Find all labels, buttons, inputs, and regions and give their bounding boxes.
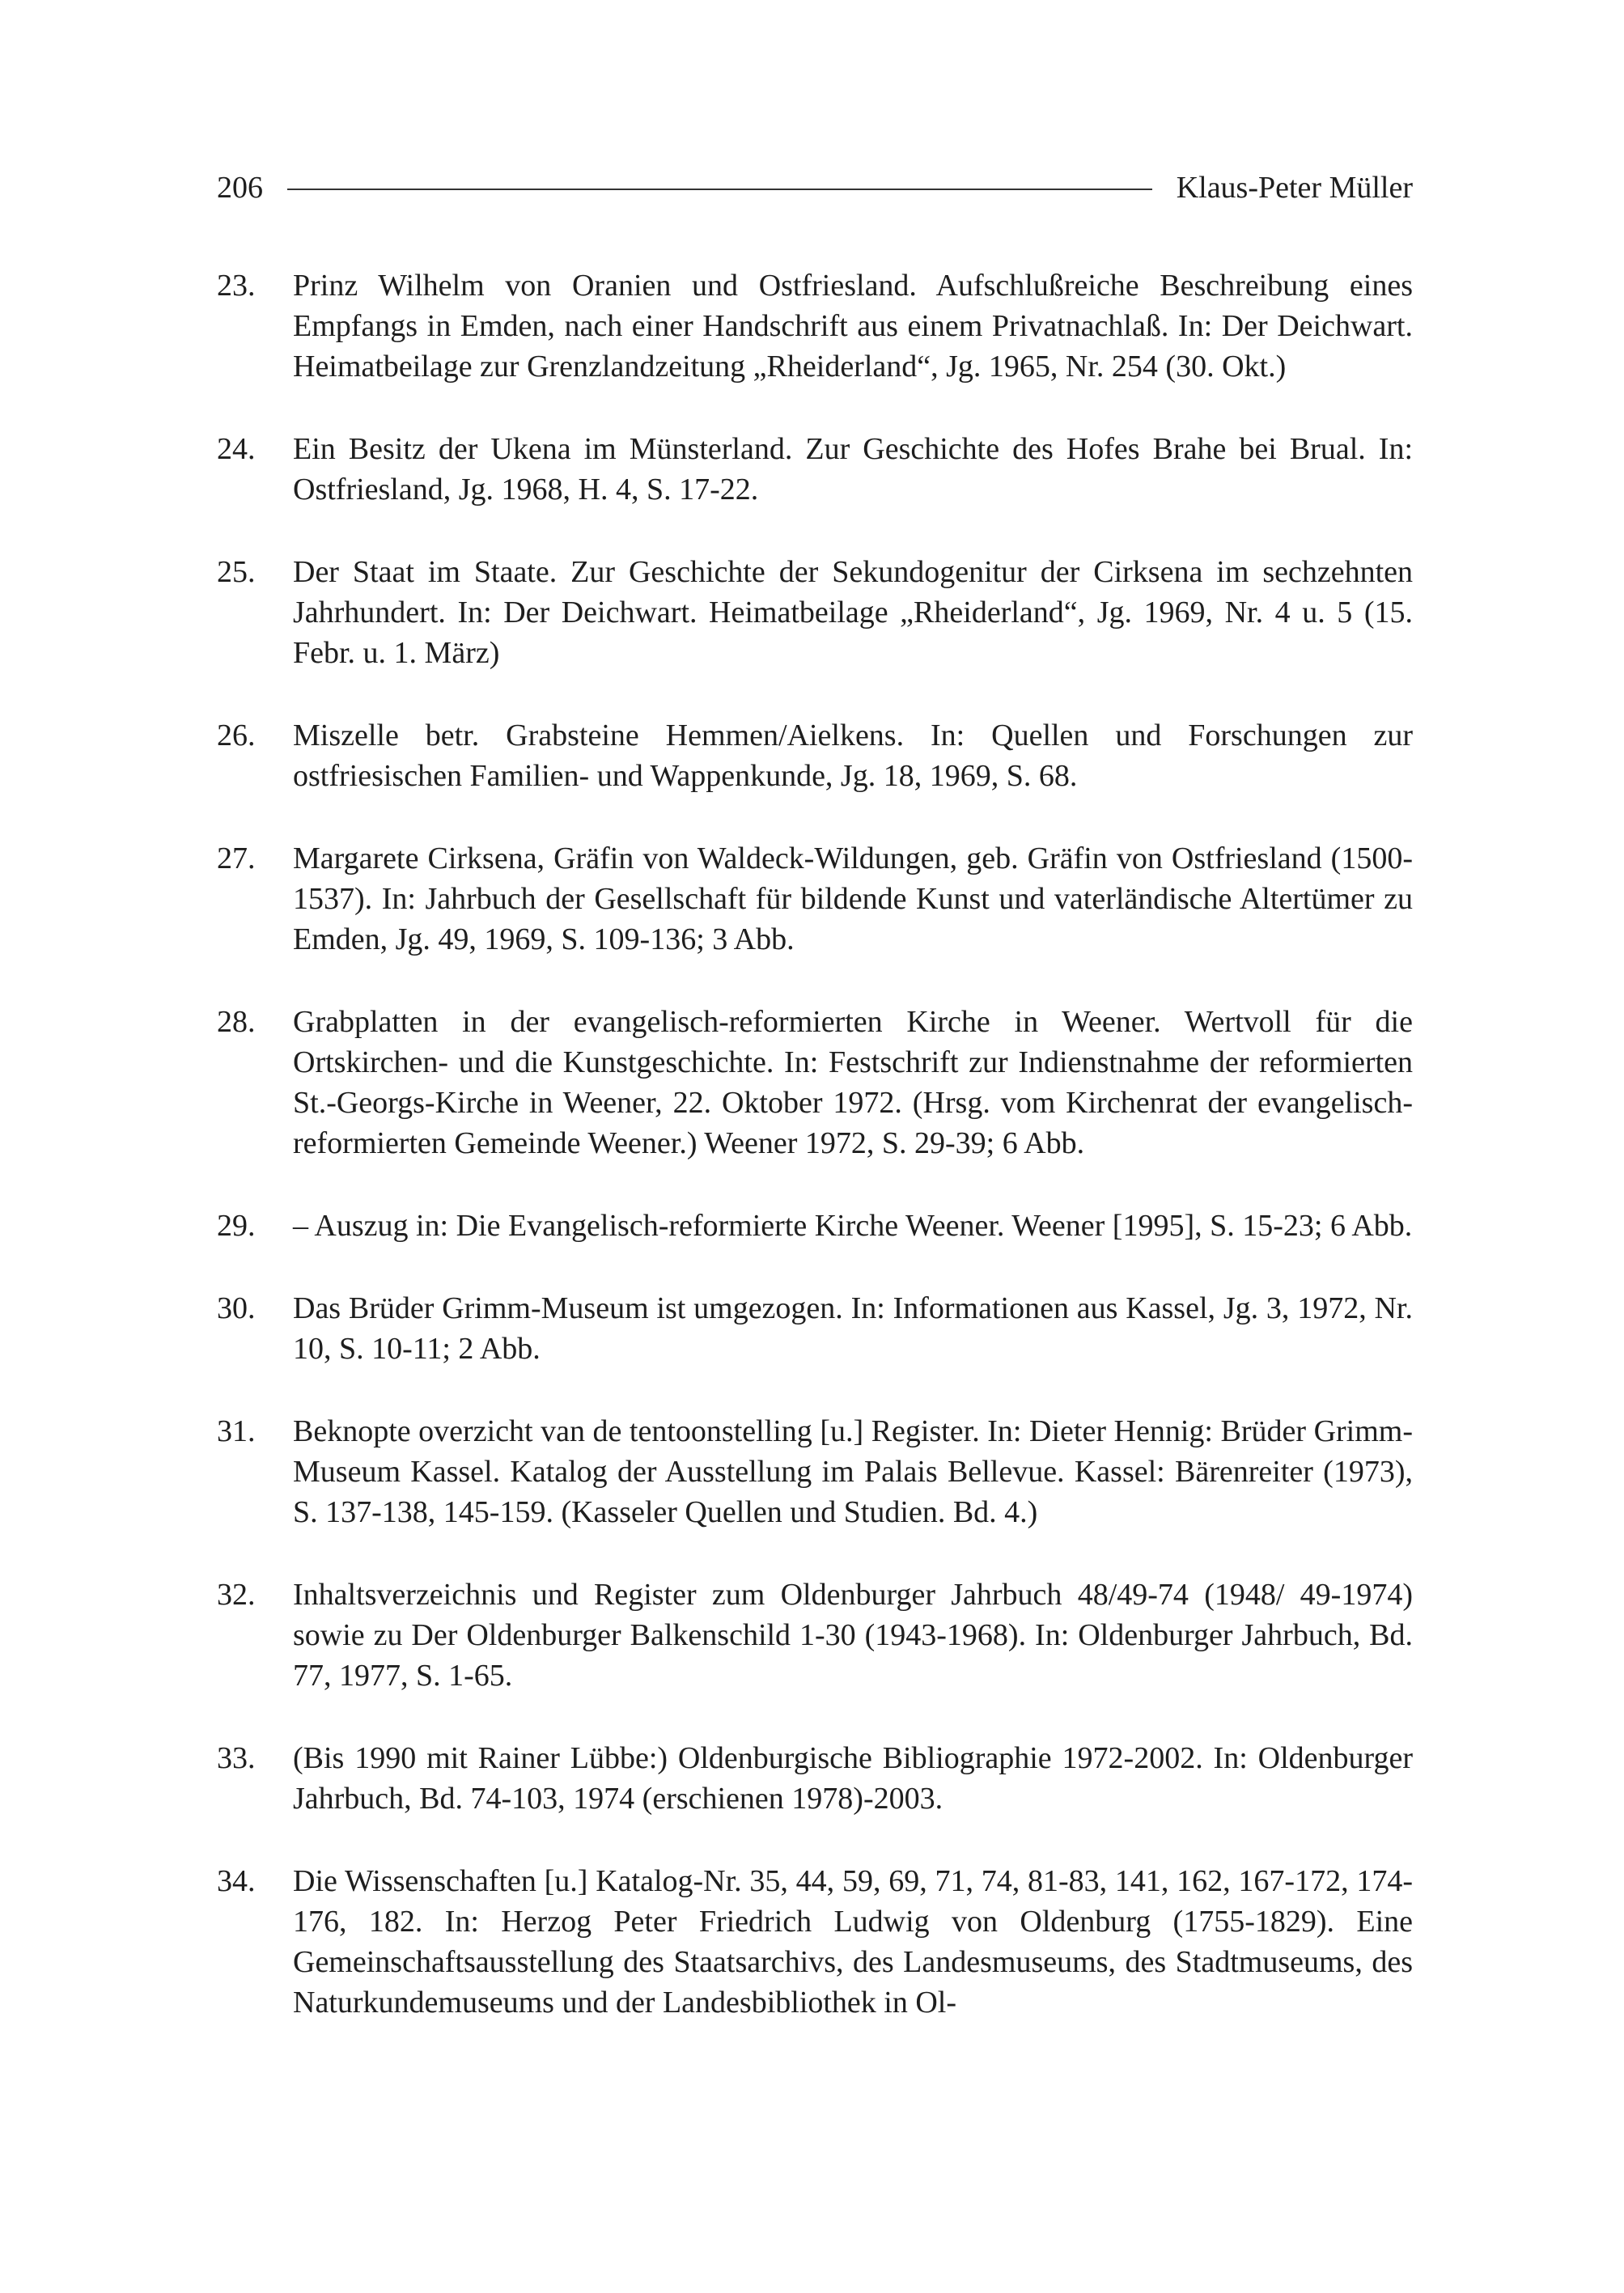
bibliography-list <box>217 265 1413 2065</box>
entry-number: 28. <box>217 1005 256 1039</box>
entry-text: Margarete Cirksena, Gräfin von Waldeck-Wildungen, geb. Gräfin von Ostfriesland (1500-1537). In: Jahrbuch der Gesellschaft für bildende Kunst und vaterländische Altertümer zu Emden, Jg. 49, 1969, S. 109-136; 3 Abb. <box>293 841 1413 956</box>
bibliography-entry-27 <box>217 838 1413 960</box>
entry-number: 30. <box>217 1291 256 1325</box>
entry-text: Inhaltsverzeichnis und Register zum Oldenburger Jahrbuch 48/49-74 (1948/ 49-1974) sowie zu Der Oldenburger Balkenschild 1-30 (1943-1968). In: Oldenburger Jahrbuch, Bd. 77, 1977, S. 1-65. <box>293 1578 1413 1693</box>
entry-number: 24. <box>217 432 256 466</box>
entry-text: Ein Besitz der Ukena im Münsterland. Zur Geschichte des Hofes Brahe bei Brual. In: Ostfriesland, Jg. 1968, H. 4, S. 17-22. <box>293 432 1413 506</box>
entry-text: Miszelle betr. Grabsteine Hemmen/Aielkens. In: Quellen und Forschungen zur ostfriesischen Familien- und Wappenkunde, Jg. 18, 1969, S. 68. <box>293 718 1413 793</box>
running-head-author: Klaus-Peter Müller <box>1176 171 1413 205</box>
running-head <box>217 163 1413 212</box>
bibliography-entry-24 <box>217 429 1413 510</box>
entry-number: 33. <box>217 1741 256 1775</box>
entry-number: 31. <box>217 1414 256 1448</box>
bibliography-entry-28 <box>217 1002 1413 1163</box>
bibliography-entry-30 <box>217 1288 1413 1369</box>
entry-text: Die Wissenschaften [u.] Katalog-Nr. 35, 44, 59, 69, 71, 74, 81-83, 141, 162, 167-172, 174-176, 182. In: Herzog Peter Friedrich Ludwig von Oldenburg (1755-1829). Eine Gemeinschaftsausstellung des Staatsarchivs, des Landesmuseums, des Stadtmuseums, des Naturkundemuseums und der Landesbibliothek in Ol- <box>293 1864 1413 2020</box>
entry-number: 34. <box>217 1864 256 1898</box>
entry-text: Grabplatten in der evangelisch-reformierten Kirche in Weener. Wertvoll für die Ortskirchen- und die Kunstgeschichte. In: Festschrift zur Indienstnahme der reformierten St.-Georgs-Kirche in Weener, 22. Oktober 1972. (Hrsg. vom Kirchenrat der evangelisch-reformierten Gemeinde Weener.) Weener 1972, S. 29-39; 6 Abb. <box>293 1005 1413 1160</box>
entry-number: 26. <box>217 718 256 752</box>
entry-text: – Auszug in: Die Evangelisch-reformierte Kirche Weener. Weener [1995], S. 15-23; 6 Abb. <box>293 1209 1413 1243</box>
entry-number: 27. <box>217 841 256 875</box>
entry-number: 23. <box>217 269 256 303</box>
bibliography-entry-33 <box>217 1738 1413 1819</box>
entry-text: Beknopte overzicht van de tentoonstelling [u.] Register. In: Dieter Hennig: Brüder Grimm-Museum Kassel. Katalog der Ausstellung im Palais Bellevue. Kassel: Bärenreiter (1973), S. 137-138, 145-159. (Kasseler Quellen und Studien. Bd. 4.) <box>293 1414 1413 1529</box>
entry-text: Das Brüder Grimm-Museum ist umgezogen. In: Informationen aus Kassel, Jg. 3, 1972, Nr. 10, S. 10-11; 2 Abb. <box>293 1291 1413 1366</box>
bibliography-entry-29 <box>217 1206 1413 1246</box>
bibliography-entry-34 <box>217 1861 1413 2023</box>
entry-number: 29. <box>217 1209 256 1243</box>
entry-number: 25. <box>217 555 256 589</box>
bibliography-entry-23 <box>217 265 1413 387</box>
header-rule <box>287 189 1152 190</box>
bibliography-entry-25 <box>217 552 1413 673</box>
bibliography-entry-26 <box>217 715 1413 796</box>
entry-text: Der Staat im Staate. Zur Geschichte der Sekundogenitur der Cirksena im sechzehnten Jahrhundert. In: Der Deichwart. Heimatbeilage „Rheiderland“, Jg. 1969, Nr. 4 u. 5 (15. Febr. u. 1. März) <box>293 555 1413 670</box>
bibliography-entry-31 <box>217 1411 1413 1532</box>
entry-text: (Bis 1990 mit Rainer Lübbe:) Oldenburgische Bibliographie 1972-2002. In: Oldenburger Jahrbuch, Bd. 74-103, 1974 (erschienen 1978)-2003. <box>293 1741 1413 1816</box>
page-number: 206 <box>217 171 263 205</box>
entry-text: Prinz Wilhelm von Oranien und Ostfriesland. Aufschlußreiche Beschreibung eines Empfangs in Emden, nach einer Handschrift aus einem Privatnachlaß. In: Der Deichwart. Heimatbeilage zur Grenzlandzeitung „Rheiderland“, Jg. 1965, Nr. 254 (30. Okt.) <box>293 269 1413 384</box>
entry-number: 32. <box>217 1578 256 1612</box>
bibliography-entry-32 <box>217 1575 1413 1696</box>
